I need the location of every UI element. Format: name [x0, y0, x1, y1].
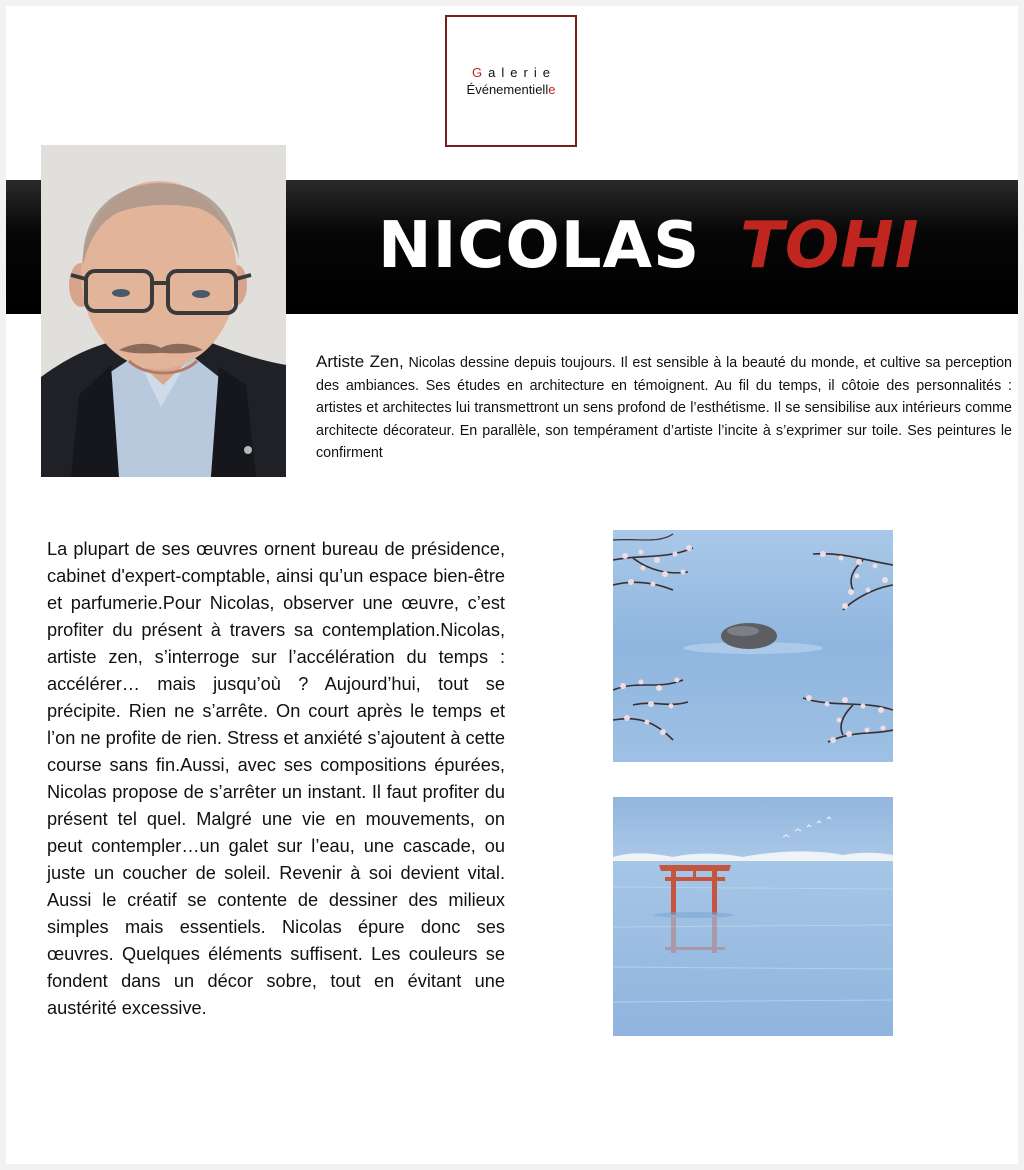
gallery-logo: [445, 15, 577, 147]
intro-text: Nicolas dessine depuis toujours. Il est sensible à la beauté du monde, et cultive sa perception des ambiances. Ses études en architecture en témoignent. Au fil du temps, il côtoie des personnalités : artistes et architectes lui transmettront un sens profond de l’esthétisme. Il se sensibilise aux intérieurs comme architecte décorateur. En parallèle, son tempérament d’artiste l’incite à s’exprimer sur toile. Ses peintures le confirment: [316, 355, 1012, 462]
intro-paragraph: [316, 351, 1012, 465]
logo-line-1: Galerie: [472, 65, 556, 80]
logo-line-2: Événementielle: [466, 82, 556, 97]
painting-torii-gate: [613, 797, 893, 1036]
portrait-image: [41, 145, 286, 477]
intro-lead: Artiste Zen,: [316, 352, 404, 371]
artist-last-name: TOHI: [740, 209, 920, 283]
artist-portrait: [41, 145, 286, 477]
body-paragraph: La plupart de ses œuvres ornent bureau de présidence, cabinet d'expert-comptable, ainsi qu’un espace bien-être et parfumerie.Pour Nicolas, observer une œuvre, c’est profiter du présent à travers sa contemplation.Nicolas, artiste zen, s’interroge sur l’accélération du temps : accélérer… mais jusqu’où ? Aujourd’hui, tout se précipite. Rien ne s’arrête. On court après le temps et l’on ne profite de rien. Stress et anxiété s’ajoutent à cette course sans fin.Aussi, avec ses compositions épurées, Nicolas propose de s’arrêter un instant. Il faut profiter du présent tel quel. Malgré une vie en mouvements, on peut contempler…un galet sur l’eau, une cascade, ou juste un coucher de soleil. Revenir à soi devient vital. Aussi le créatif se contente de dessiner des milieux simples mais essentiels. Nicolas épure donc ses œuvres. Quelques éléments suffisent. Les couleurs se fondent dans un décor sobre, tout en évitant une austérité excessive.: [47, 539, 505, 1018]
artist-name: [378, 206, 920, 286]
artist-first-name: NICOLAS: [378, 209, 701, 283]
painting-galet-sakura: [613, 530, 893, 762]
